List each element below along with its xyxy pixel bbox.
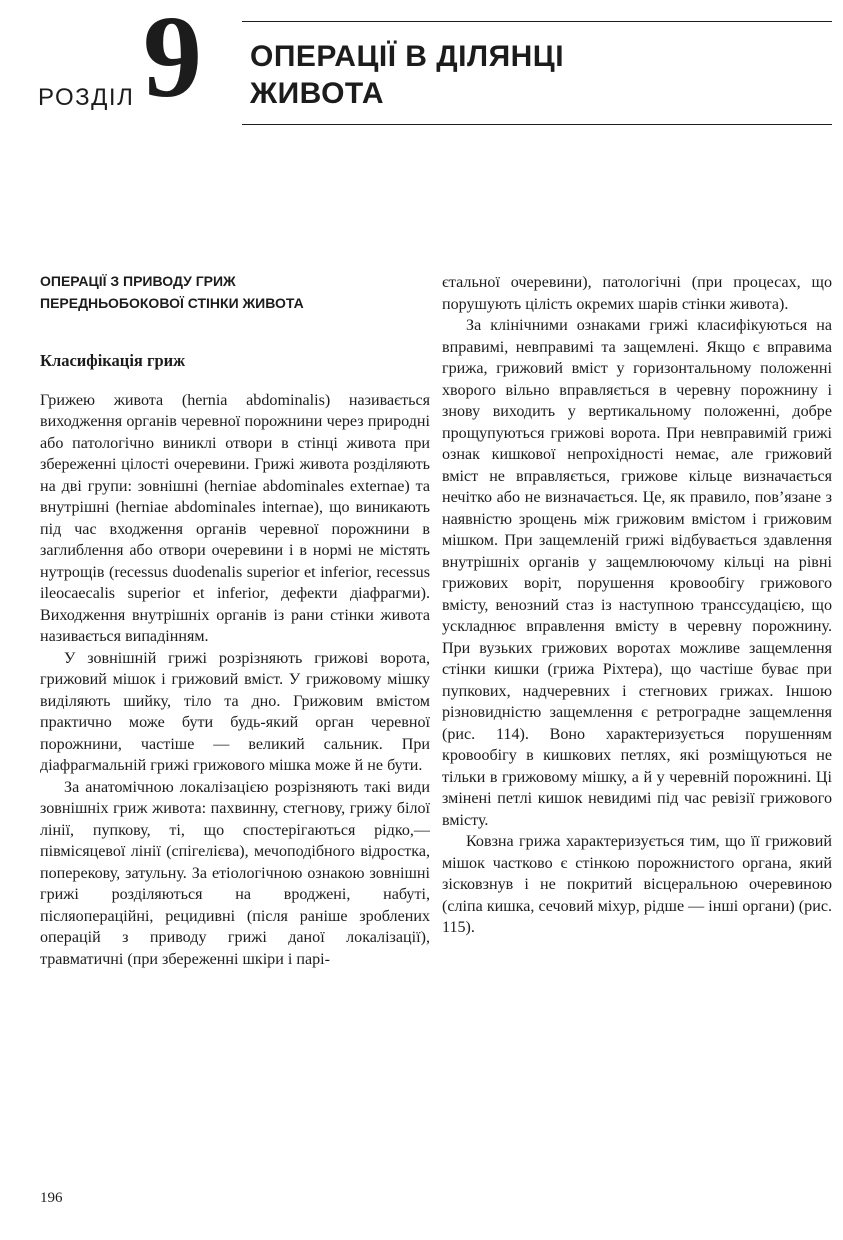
subheading: Класифікація гриж	[40, 351, 186, 370]
chapter-title-line-2: ЖИВОТА	[250, 77, 385, 110]
right-paragraph-2: За клінічними ознаками грижі класифікуються на вправимі, невправимі та защемлені. Якщо є вправима грижа, грижовий вміст у горизонтальному положенні хворого вільно вправляється в черевну порожнину і знову виходить у вертикальному положенні, добре прощупуються грижові ворота. При невправимій грижі ознак кишкової непрохідності немає, але грижовий вміст не вправляється, грижове кільце визначається нечітко або не визначається. Це, як правило, пов’язане з наявністю зрощень між грижовим вмістом і грижовим мішком. При защемленій грижі відбувається здавлення внутрішніх органів у защемлюючому кільці на рівні грижових воріт, порушення кровообігу грижового вмісту, венозний стаз із наступною транссудацією, що ускладнює вправлення вмісту в черевну порожнину. При вузьких грижових воротах можливе защемлення стінки кишки (грижа Ріхтера), що частіше буває при пупкових, надчеревних і стегнових грижах. Іншою різновидністю защемлення є ретроградне защемлення (рис. 114). Воно характеризується порушенням кровообігу в кишкових петлях, які розміщуються не тільки в грижовому мішку, а й у черевній порожнині. Ці змінені петлі кишок невидимі під час ревізії грижового вмісту.	[442, 317, 832, 829]
page-number: 196	[40, 1190, 63, 1206]
section-heading	[40, 270, 430, 314]
chapter-number: 9	[143, 0, 202, 122]
left-paragraph-3: За анатомічною локалізацією розрізняють такі види зовнішніх гриж живота: пахвинну, стегнову, грижу білої лінії, пупкову, ті, що спостерігаються рідко,— півмісяцевої лінії (спігелієва), мечоподібного відростка, поперекову, затульну. За етіологічною ознакою зовнішні грижі розділяються на вроджені, набуті, післяопераційні, рецидивні (після раніше зроблених операцій з приводу грижі даної локалізації), травматичні (при збереженні шкіри і парі-	[40, 778, 430, 968]
left-column	[40, 270, 430, 970]
right-paragraph-1: єтальної очеревини), патологічні (при процесах, що порушують цілість окремих шарів стінки живота).	[442, 274, 832, 313]
left-paragraph-2: У зовнішній грижі розрізняють грижові ворота, грижовий мішок і грижовий вміст. У грижовому мішку виділяють шийку, тіло та дно. Грижовим вмістом практично може бути будь-який орган черевної порожнини, частіше — великий сальник. При діафрагмальній грижі грижового мішка може й не бути.	[40, 649, 430, 774]
chapter-title	[250, 38, 830, 112]
section-heading-line-2: ПЕРЕДНЬОБОКОВОЇ СТІНКИ ЖИВОТА	[40, 295, 304, 311]
header-bottom-rule	[242, 124, 832, 125]
header-top-rule	[242, 21, 832, 22]
left-paragraph-1: Грижею живота (hernia abdominalis) називається виходження органів черевної порожнини через природні або патологічно виниклі отвори в стінці живота при збереженні цілості очеревини. Грижі живота розділяють на дві групи: зовнішні (herniae abdominales externae) та внутрішні (herniae abdominales internae), що виникають під час входження органів черевної порожнини в заглиблення або отвори очеревини і в нормі не містять нутрощів (recessus duodenalis superior et inferior, recessus ileocaecalis superior et inferior, дефекти діафрагми). Виходження внутрішніх органів із рани стінки живота називається випадінням.	[40, 391, 430, 645]
section-heading-line-1: ОПЕРАЦІЇ З ПРИВОДУ ГРИЖ	[40, 273, 236, 289]
right-column	[442, 272, 832, 939]
right-paragraph-3: Ковзна грижа характеризується тим, що її грижовий мішок частково є стінкою порожнистого органа, який зісковзнув і не покритий вісцеральною очеревиною (сліпа кишка, сечовий міхур, рідше — інші органи) (рис. 115).	[442, 833, 832, 936]
chapter-title-line-1: ОПЕРАЦІЇ В ДІЛЯНЦІ	[250, 40, 565, 73]
chapter-word: РОЗДІЛ	[38, 84, 135, 111]
